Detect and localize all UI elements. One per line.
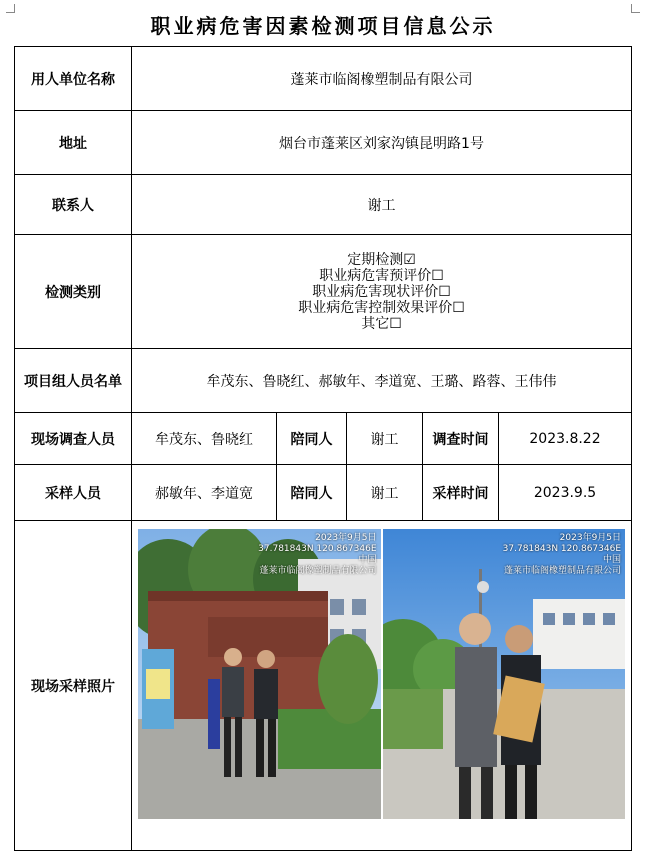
photo-1-watermark [258, 533, 376, 577]
photo-2-date: 2023年9月5日 [559, 533, 622, 543]
row-contact [15, 175, 632, 235]
survey-value: 牟茂东、鲁晓红 [132, 413, 277, 465]
photo-2-coords: 37.781843N 120.867346E [502, 544, 622, 554]
info-table [14, 46, 632, 851]
row-address [15, 111, 632, 175]
photo-1-coords: 37.781843N 120.867346E [258, 544, 377, 554]
page-title: 职业病危害因素检测项目信息公示 [150, 14, 496, 38]
site-photo-2 [383, 529, 626, 819]
row-survey [15, 413, 632, 465]
survey-label: 现场调查人员 [15, 413, 132, 465]
survey-escort: 谢工 [347, 413, 423, 465]
sampling-label: 采样人员 [15, 465, 132, 521]
photo-2-watermark [503, 533, 621, 577]
site-photo-1 [138, 529, 381, 819]
employer-label: 用人单位名称 [15, 47, 132, 111]
photo-2-country: 中国 [603, 555, 622, 565]
sampling-time-label: 采样时间 [423, 465, 499, 521]
photos-cell [132, 521, 632, 851]
type-other: 其它☐ [361, 315, 402, 332]
sampling-value: 郝敏年、李道宽 [132, 465, 277, 521]
row-team [15, 349, 632, 413]
photos-label: 现场采样照片 [15, 521, 132, 851]
type-status-assessment: 职业病危害现状评价☐ [312, 283, 451, 300]
types-label: 检测类别 [15, 235, 132, 349]
photo-2-company: 蓬莱市临阁橡塑制品有限公司 [504, 566, 622, 576]
address-label: 地址 [15, 111, 132, 175]
survey-escort-label: 陪同人 [277, 413, 347, 465]
type-pre-assessment: 职业病危害预评价☐ [319, 267, 444, 284]
contact-value: 谢工 [132, 175, 632, 235]
sampling-time: 2023.9.5 [499, 465, 632, 521]
row-types [15, 235, 632, 349]
survey-time-label: 调查时间 [423, 413, 499, 465]
survey-time: 2023.8.22 [499, 413, 632, 465]
photo-1-country: 中国 [358, 555, 377, 565]
sampling-escort: 谢工 [347, 465, 423, 521]
types-list [132, 235, 632, 349]
type-periodic: 定期检测☑ [347, 251, 416, 268]
row-employer [15, 47, 632, 111]
photo-1-date: 2023年9月5日 [315, 533, 377, 543]
team-label: 项目组人员名单 [15, 349, 132, 413]
employer-value: 蓬莱市临阁橡塑制品有限公司 [132, 47, 632, 111]
team-value: 牟茂东、鲁晓红、郝敏年、李道宽、王璐、路蓉、王伟伟 [132, 349, 632, 413]
type-control-effect: 职业病危害控制效果评价☐ [298, 299, 465, 316]
row-sampling [15, 465, 632, 521]
photo-1-company: 蓬莱市临阁橡塑制品有限公司 [259, 566, 377, 576]
contact-label: 联系人 [15, 175, 132, 235]
sampling-escort-label: 陪同人 [277, 465, 347, 521]
address-value: 烟台市蓬莱区刘家沟镇昆明路1号 [132, 111, 632, 175]
row-photos [15, 521, 632, 851]
